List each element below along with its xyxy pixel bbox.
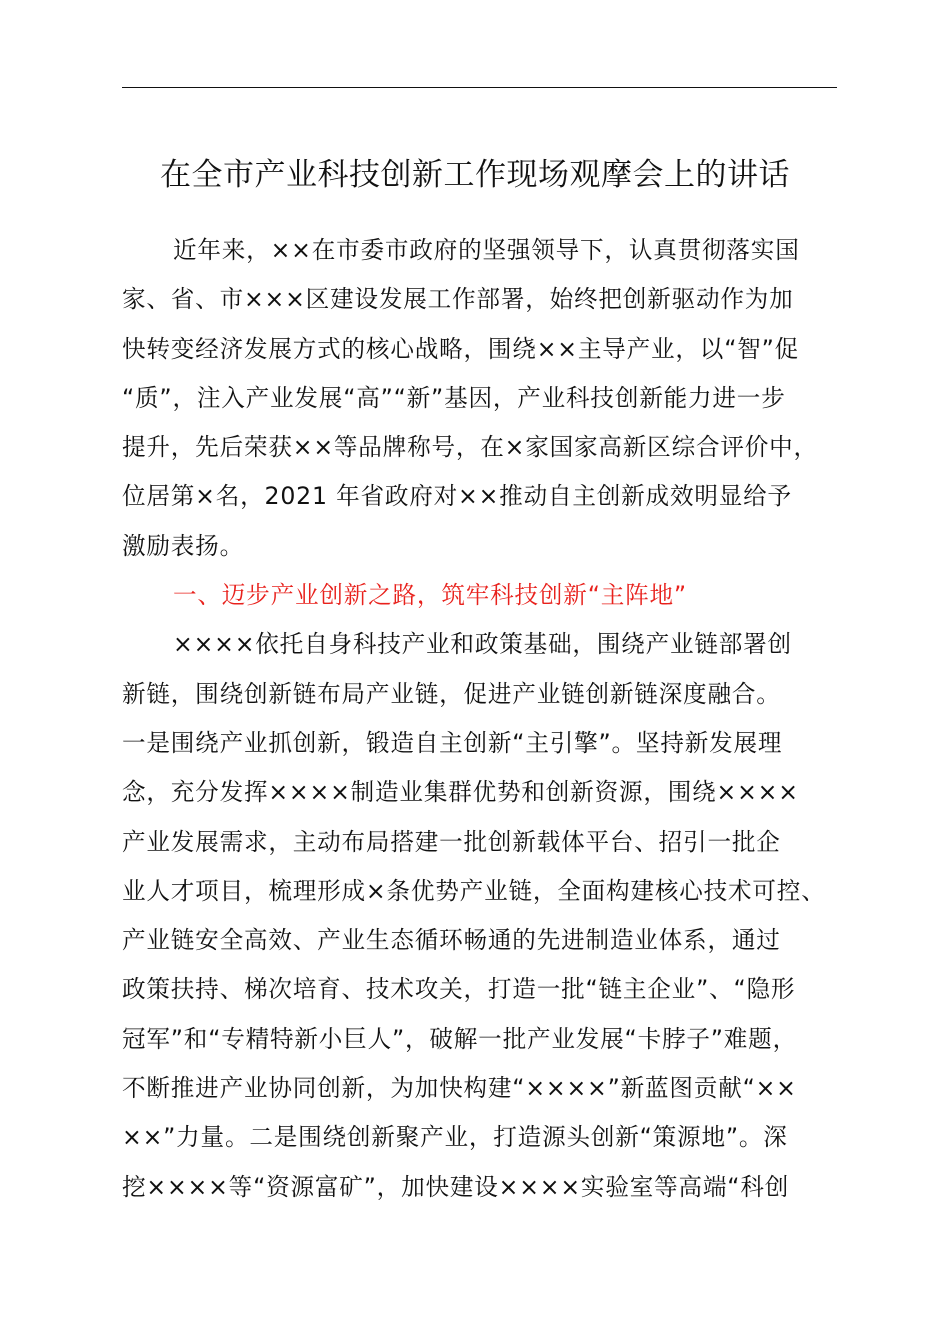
document-body [122,226,867,1212]
paragraph-line: ××××依托自身科技产业和政策基础，围绕产业链部署创 [173,630,792,659]
paragraph-line: 激励表扬。 [122,531,244,560]
section-heading: 一、迈步产业创新之路，筑牢科技创新“主阵地” [173,581,687,610]
paragraph-line: 家、省、市×××区建设发展工作部署，始终把创新驱动作为加 [122,285,794,314]
paragraph-line: ××”力量。二是围绕创新聚产业，打造源头创新“策源地”。深 [122,1123,788,1152]
paragraph-line: “质”，注入产业发展“高”“新”基因，产业科技创新能力进一步 [122,383,786,412]
paragraph-line: 一是围绕产业抓创新，锻造自主创新“主引擎”。坚持新发展理 [122,728,783,757]
paragraph-line: 念，充分发挥××××制造业集群优势和创新资源，围绕×××× [122,778,799,807]
paragraph-line: 提升，先后荣获××等品牌称号，在×家国家高新区综合评价中， [122,433,818,462]
paragraph-line: 冠军”和“专精特新小巨人”，破解一批产业发展“卡脖子”难题， [122,1024,797,1053]
page-title: 在全市产业科技创新工作现场观摩会上的讲话 [160,157,790,193]
paragraph-line: 新链，围绕创新链布局产业链，促进产业链创新链深度融合。 [122,679,781,708]
paragraph-line: 位居第×名，2021 年省政府对××推动自主创新成效明显给予 [122,482,792,511]
paragraph-line: 产业链安全高效、产业生态循环畅通的先进制造业体系，通过 [122,926,781,955]
header-rule [122,87,837,88]
paragraph-line: 业人才项目，梳理形成×条优势产业链，全面构建核心技术可控、 [122,876,826,905]
paragraph-line: 快转变经济发展方式的核心战略，围绕××主导产业，以“智”促 [122,334,800,363]
paragraph-line: 产业发展需求，主动布局搭建一批创新载体平台、招引一批企 [122,827,781,856]
paragraph-line: 挖××××等“资源富矿”，加快建设××××实验室等高端“科创 [122,1172,790,1201]
paragraph-line: 不断推进产业协同创新，为加快构建“××××”新蓝图贡献“×× [122,1074,797,1103]
paragraph-line: 近年来，××在市委市政府的坚强领导下，认真贯彻落实国 [173,236,800,264]
paragraph-line: 政策扶持、梯次培育、技术攻关，打造一批“链主企业”、“隐形 [122,975,796,1004]
